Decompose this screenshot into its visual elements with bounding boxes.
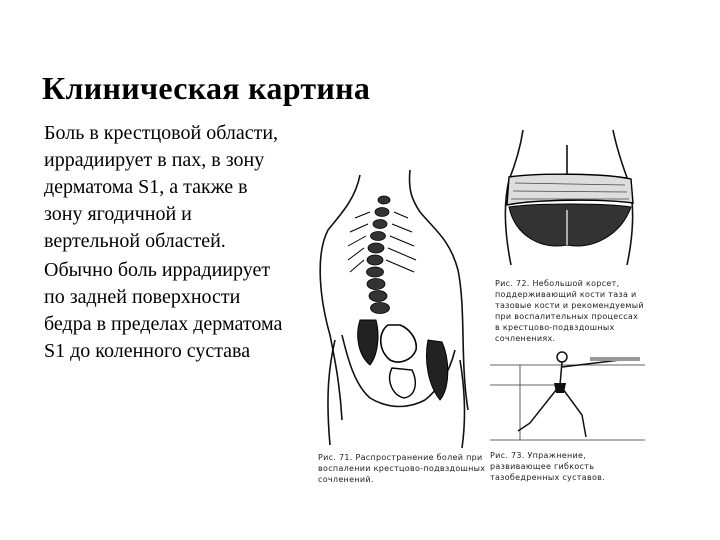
figure-73-caption: Рис. 73. Упражнение, развивающее гибкость тазобедренных суставов. [490, 451, 606, 482]
exercise-illustration [490, 345, 645, 445]
body-text [44, 120, 284, 365]
figure-72-caption: Рис. 72. Небольшой корсет, поддерживающий кости таза и тазовые кости и рекомендуемый при воспалительных процессах в крестцово-подвздошных сочленениях. [495, 279, 644, 343]
paragraph-pain-radiation: Обычно боль иррадиирует по задней поверхности бедра в пределах дерматома S1 до коленного сустава [44, 259, 283, 362]
slide-title: Клиническая картина [42, 70, 371, 106]
corset-illustration [495, 125, 645, 270]
paragraph-pain-location: Боль в крестцовой области, иррадиирует в пах, в зону дерматома S1, а также в зону ягодичной и вертельной областей. [44, 122, 279, 252]
figure-71-caption: Рис. 71. Распространение болей при воспалении крестцово-подвздошных сочленений. [318, 453, 486, 484]
back-pain-illustration [300, 160, 480, 450]
